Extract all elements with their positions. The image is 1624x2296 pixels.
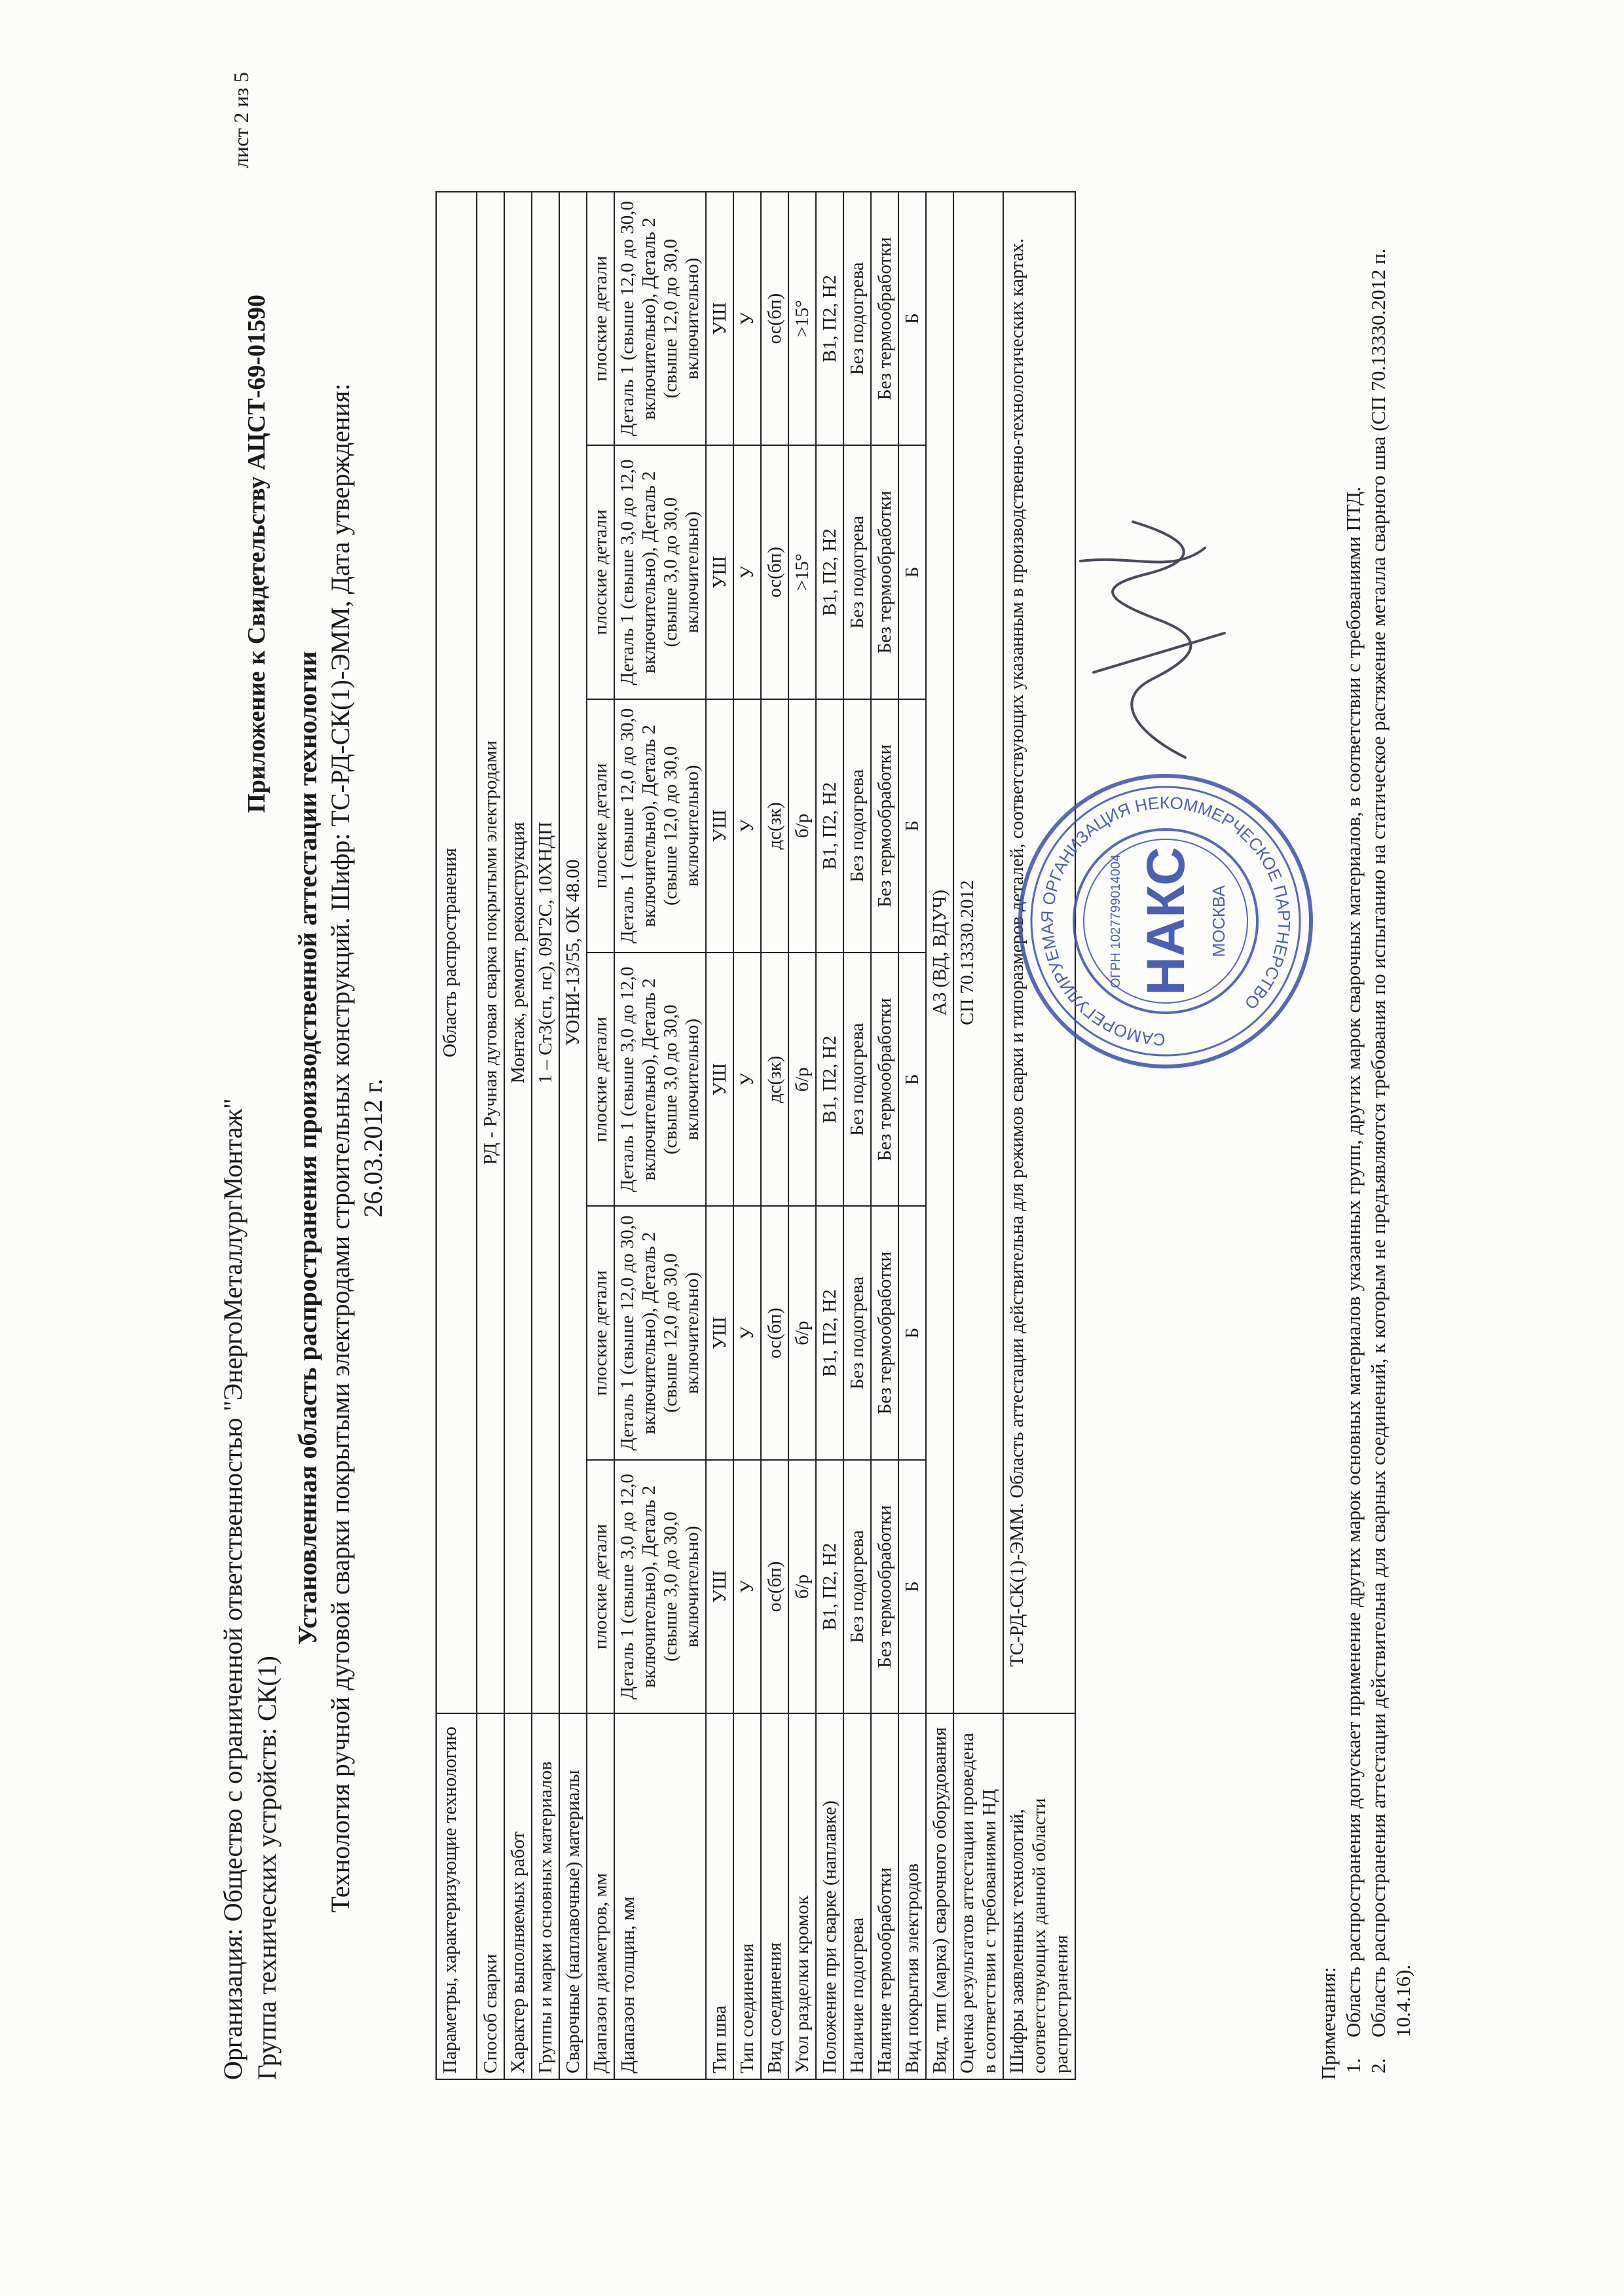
table-cell: Без подогрева [843, 699, 871, 953]
table-cell: ос(бп) [761, 1206, 788, 1459]
table-cell: Без термообработки [871, 1460, 898, 1713]
table-cell: В1, П2, Н2 [816, 1460, 843, 1713]
table-cell: У [733, 192, 761, 445]
table-cell: Деталь 1 (свыше 12,0 до 30,0 включительно), Деталь 2 (свыше 12,0 до 30,0 включительно) [614, 699, 706, 953]
row-label: Способ сварки [477, 1713, 504, 2079]
sheet-number: лист 2 из 5 [229, 71, 253, 168]
table-cell: дс(зк) [761, 699, 788, 953]
stamp-ogrn: ОГРН 1027799014004 [1109, 854, 1123, 989]
table-row [559, 192, 587, 2079]
row-label: Вид соединения [761, 1713, 788, 2079]
table-cell: Деталь 1 (свыше 12,0 до 30,0 включительно), Деталь 2 (свыше 12,0 до 30,0 включительно) [614, 192, 706, 445]
table-cell: плоские детали [587, 192, 614, 445]
table-cell: УШ [706, 1460, 733, 1713]
row-value: ТС-РД-СК(1)-ЭММ. Область аттестации действительна для режимов сварки и типоразмеров деталей, соответствующих указанным в производственно-технологических картах. [1003, 192, 1075, 1713]
table-cell: В1, П2, Н2 [816, 699, 843, 953]
table-row [898, 192, 926, 2079]
table-cell: Деталь 1 (свыше 3,0 до 12,0 включительно), Деталь 2 (свыше 3,0 до 30,0 включительно) [614, 1460, 706, 1713]
notes-section [1316, 188, 1416, 2080]
table-row [843, 192, 871, 2079]
table-cell: плоские детали [587, 445, 614, 699]
table-cell: Б [898, 953, 926, 1206]
naks-stamp [1015, 771, 1316, 1072]
attestation-table [435, 191, 1076, 2080]
row-value: Монтаж, ремонт, реконструкция [504, 192, 532, 1713]
row-label: Угол разделки кромок [788, 1713, 816, 2079]
table-cell: ос(бп) [761, 192, 788, 445]
table-cell: Без подогрева [843, 953, 871, 1206]
row-label: Вид, тип (марка) сварочного оборудования [926, 1713, 953, 2079]
title-line-3: 26.03.2012 г. [358, 1078, 388, 1218]
table-cell: Б [898, 699, 926, 953]
row-label: Вид покрытия электродов [898, 1713, 926, 2079]
row-label: Тип соединения [733, 1713, 761, 2079]
table-cell: ос(бп) [761, 1460, 788, 1713]
table-cell: плоские детали [587, 1206, 614, 1459]
table-row [504, 192, 532, 2079]
table-cell: УШ [706, 192, 733, 445]
table-row [477, 192, 504, 2079]
row-label: Наличие термообработки [871, 1713, 898, 2079]
device-group: Группа технических устройств: СК(1) [252, 1656, 282, 2080]
table-cell: В1, П2, Н2 [816, 192, 843, 445]
table-cell: Б [898, 1460, 926, 1713]
table-row [1003, 192, 1075, 2079]
table-cell: Без подогрева [843, 1206, 871, 1459]
row-label: Диапазон диаметров, мм [587, 1713, 614, 2079]
note-item [1341, 188, 1366, 2073]
table-cell: В1, П2, Н2 [816, 953, 843, 1206]
table-row [614, 192, 706, 2079]
table-cell: ос(бп) [761, 445, 788, 699]
table-cell: Деталь 1 (свыше 12,0 до 30,0 включительно), Деталь 2 (свыше 12,0 до 30,0 включительно) [614, 1206, 706, 1459]
organization-block [216, 1099, 284, 2081]
stamp-ring-text: САМОРЕГУЛИРУЕМАЯ ОРГАНИЗАЦИЯ НЕКОММЕРЧЕСКОЕ ПАРТНЕРСТВО [1037, 792, 1295, 1050]
title-line-2: Технология ручной дуговой сварки покрытыми электродами строительных конструкций. Шифр: ТС-РД-СК(1)-ЭММ, Дата утверждения: [325, 383, 355, 1913]
table-cell: дс(зк) [761, 953, 788, 1206]
table-cell: плоские детали [587, 699, 614, 953]
row-label: Диапазон толщин, мм [614, 1713, 706, 2079]
table-cell: У [733, 953, 761, 1206]
table-cell: Без термообработки [871, 953, 898, 1206]
table-header-row [436, 192, 477, 2079]
table-cell: УШ [706, 445, 733, 699]
header-area: Область распространения [436, 192, 477, 1713]
table-row [587, 192, 614, 2079]
table-row [816, 192, 843, 2079]
table-row [871, 192, 898, 2079]
row-label: Оценка результатов аттестации проведена в соответствии с требованиями НД [953, 1713, 1003, 2079]
note-number: 1. [1342, 2058, 1365, 2073]
table-cell: Деталь 1 (свыше 3,0 до 12,0 включительно), Деталь 2 (свыше 3,0 до 30,0 включительно) [614, 445, 706, 699]
row-label: Сварочные (наплавочные) материалы [559, 1713, 587, 2079]
table-cell: б/р [788, 1206, 816, 1459]
table-cell: В1, П2, Н2 [816, 1206, 843, 1459]
document-title [291, 0, 390, 2296]
table-cell: У [733, 1206, 761, 1459]
note-text: Область распространения аттестации действительна для сварных соединений, к которым не предъявляются требования по испытанию на статическое растяжение металла сварного шва (СП 70.13330.2012 п. 10.4.16). [1367, 248, 1414, 2037]
note-text: Область распространения допускает применение других марок основных материалов указанных групп, других марок сварочных материалов, в соответствии с требованиями ПТД. [1342, 486, 1365, 2037]
row-label: Тип шва [706, 1713, 733, 2079]
row-value: А3 (ВД, ВДУЧ) [926, 192, 953, 1713]
table-cell: б/р [788, 1460, 816, 1713]
stamp-city: МОСКВА [1209, 885, 1228, 957]
table-cell: б/р [788, 953, 816, 1206]
table-row [926, 192, 953, 2079]
row-label: Группы и марки основных материалов [532, 1713, 559, 2079]
table-cell: У [733, 445, 761, 699]
table-cell: УШ [706, 953, 733, 1206]
notes-title: Примечания: [1317, 1967, 1340, 2080]
table-cell: Б [898, 445, 926, 699]
row-value: УОНИ-13/55, ОК 48.00 [559, 192, 587, 1713]
table-cell: Б [898, 192, 926, 445]
table-cell: Б [898, 1206, 926, 1459]
header-param: Параметры, характеризующие технологию [436, 1713, 477, 2079]
row-label: Положение при сварке (наплавке) [816, 1713, 843, 2079]
row-value: СП 70.13330.2012 [953, 192, 1003, 1713]
table-row [733, 192, 761, 2079]
note-number: 2. [1367, 2058, 1390, 2073]
table-cell: УШ [706, 1206, 733, 1459]
table-row [706, 192, 733, 2079]
table-row [761, 192, 788, 2079]
table-row [532, 192, 559, 2079]
table-cell: УШ [706, 699, 733, 953]
table-cell: Без подогрева [843, 1460, 871, 1713]
note-item [1366, 188, 1416, 2073]
table-row [788, 192, 816, 2079]
row-label: Шифры заявленных технологий, соответствующих данной области распространения [1003, 1713, 1075, 2079]
organization-name: Организация: Общество с ограниченной ответственностью "ЭнергоМеталлургМонтаж" [218, 1098, 248, 2080]
row-label: Характер выполняемых работ [504, 1713, 532, 2079]
table-cell: Без термообработки [871, 445, 898, 699]
title-line-1: Установленная область распространения производственной аттестации технологии [293, 651, 322, 1645]
row-value: 1 – Ст3(сп, пс), 09Г2С, 10ХНДП [532, 192, 559, 1713]
appendix-title: Приложение к Свидетельству АЦСТ-69-01590 [243, 295, 270, 813]
table-cell: В1, П2, Н2 [816, 445, 843, 699]
table-cell: Без термообработки [871, 699, 898, 953]
signature [1054, 496, 1251, 771]
table-cell: >15° [788, 445, 816, 699]
table-cell: >15° [788, 192, 816, 445]
table-cell: плоские детали [587, 953, 614, 1206]
table-cell: Без подогрева [843, 192, 871, 445]
table-cell: Без термообработки [871, 192, 898, 445]
table-cell: плоские детали [587, 1460, 614, 1713]
row-value: РД - Ручная дуговая сварка покрытыми электродами [477, 192, 504, 1713]
table-cell: Деталь 1 (свыше 3,0 до 12,0 включительно), Деталь 2 (свыше 3,0 до 30,0 включительно) [614, 953, 706, 1206]
table-row [953, 192, 1003, 2079]
table-cell: б/р [788, 699, 816, 953]
table-cell: Без термообработки [871, 1206, 898, 1459]
table-cell: У [733, 699, 761, 953]
row-label: Наличие подогрева [843, 1713, 871, 2079]
stamp-center-text: НАКС [1136, 847, 1196, 996]
table-cell: У [733, 1460, 761, 1713]
table-cell: Без подогрева [843, 445, 871, 699]
